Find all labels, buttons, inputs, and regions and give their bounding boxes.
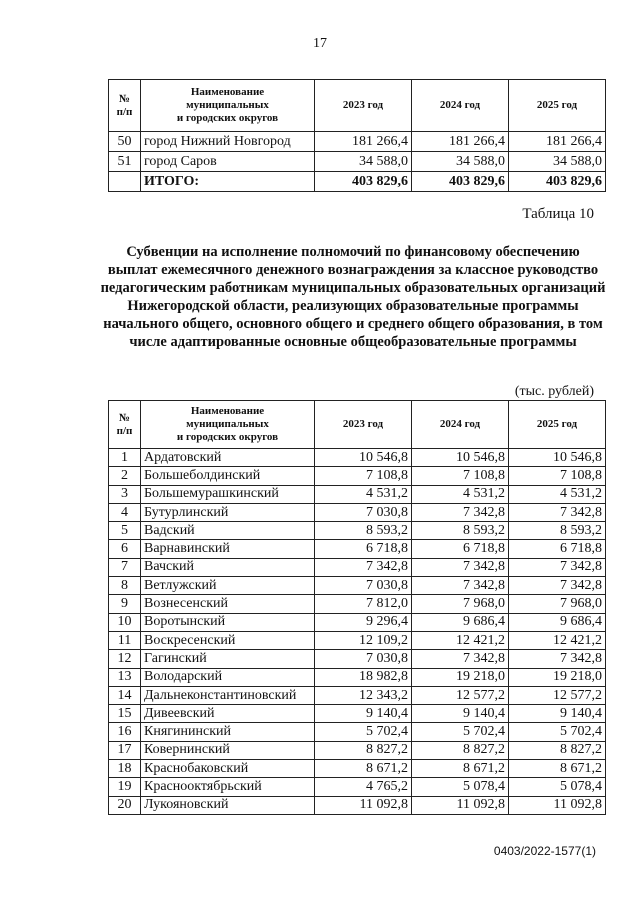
value-2024: 181 266,4 — [412, 132, 509, 152]
header-name: Наименование муниципальных и городских округов — [141, 401, 315, 449]
value-2025: 181 266,4 — [509, 132, 606, 152]
value-2025: 5 078,4 — [509, 778, 606, 796]
municipality-name: Володарский — [141, 668, 315, 686]
value-2023: 8 593,2 — [315, 522, 412, 540]
municipality-name: Дивеевский — [141, 705, 315, 723]
value-2024: 7 342,8 — [412, 577, 509, 595]
total-label: ИТОГО: — [141, 172, 315, 192]
value-2025: 12 577,2 — [509, 686, 606, 704]
row-number: 11 — [109, 631, 141, 649]
value-2023: 4 765,2 — [315, 778, 412, 796]
table-row — [109, 540, 606, 558]
value-2023: 18 982,8 — [315, 668, 412, 686]
value-2023: 6 718,8 — [315, 540, 412, 558]
table-row — [109, 132, 606, 152]
value-2023: 10 546,8 — [315, 449, 412, 467]
row-number: 4 — [109, 503, 141, 521]
page-number: 17 — [313, 36, 327, 51]
total-2023: 403 829,6 — [315, 172, 412, 192]
value-2024: 11 092,8 — [412, 796, 509, 814]
municipality-name: Краснобаковский — [141, 760, 315, 778]
table-row — [109, 686, 606, 704]
table-row — [109, 796, 606, 814]
value-2025: 7 342,8 — [509, 558, 606, 576]
units-label: (тыс. рублей) — [514, 384, 594, 399]
row-number: 18 — [109, 760, 141, 778]
value-2023: 9 140,4 — [315, 705, 412, 723]
row-number: 5 — [109, 522, 141, 540]
municipality-name: Большемурашкинский — [141, 485, 315, 503]
value-2024: 8 827,2 — [412, 741, 509, 759]
value-2023: 7 030,8 — [315, 577, 412, 595]
table-row — [109, 558, 606, 576]
value-2023: 5 702,4 — [315, 723, 412, 741]
municipality-name: Ковернинский — [141, 741, 315, 759]
table-row — [109, 741, 606, 759]
value-2023: 7 030,8 — [315, 503, 412, 521]
municipality-name: Дальнеконстантиновский — [141, 686, 315, 704]
value-2025: 7 342,8 — [509, 577, 606, 595]
row-number: 8 — [109, 577, 141, 595]
top-table — [108, 79, 606, 192]
value-2024: 10 546,8 — [412, 449, 509, 467]
row-number: 7 — [109, 558, 141, 576]
table-row — [109, 723, 606, 741]
value-2024: 7 342,8 — [412, 503, 509, 521]
value-2024: 7 342,8 — [412, 558, 509, 576]
document-code: 0403/2022-1577(1) — [493, 844, 596, 858]
value-2025: 11 092,8 — [509, 796, 606, 814]
value-2025: 7 342,8 — [509, 650, 606, 668]
value-2025: 5 702,4 — [509, 723, 606, 741]
table-row — [109, 467, 606, 485]
value-2024: 5 078,4 — [412, 778, 509, 796]
value-2024: 19 218,0 — [412, 668, 509, 686]
table-row — [109, 613, 606, 631]
municipality-name: Воротынский — [141, 613, 315, 631]
row-number: 50 — [109, 132, 141, 152]
table-label: Таблица 10 — [522, 206, 594, 222]
value-2024: 8 671,2 — [412, 760, 509, 778]
value-2025: 4 531,2 — [509, 485, 606, 503]
value-2024: 9 686,4 — [412, 613, 509, 631]
municipality-name: Вознесенский — [141, 595, 315, 613]
value-2024: 5 702,4 — [412, 723, 509, 741]
municipality-name: Варнавинский — [141, 540, 315, 558]
value-2025: 9 140,4 — [509, 705, 606, 723]
value-2023: 4 531,2 — [315, 485, 412, 503]
value-2024: 9 140,4 — [412, 705, 509, 723]
row-number: 20 — [109, 796, 141, 814]
header-num: № п/п — [109, 80, 141, 132]
value-2024: 4 531,2 — [412, 485, 509, 503]
table-row — [109, 152, 606, 172]
row-number: 13 — [109, 668, 141, 686]
value-2025: 6 718,8 — [509, 540, 606, 558]
value-2025: 9 686,4 — [509, 613, 606, 631]
municipality-name: Ветлужский — [141, 577, 315, 595]
row-number: 14 — [109, 686, 141, 704]
table-row — [109, 449, 606, 467]
value-2023: 181 266,4 — [315, 132, 412, 152]
row-number: 51 — [109, 152, 141, 172]
value-2024: 7 342,8 — [412, 650, 509, 668]
value-2023: 11 092,8 — [315, 796, 412, 814]
row-number: 15 — [109, 705, 141, 723]
value-2023: 7 342,8 — [315, 558, 412, 576]
header-2023: 2023 год — [315, 401, 412, 449]
main-table — [108, 400, 606, 815]
table-row — [109, 577, 606, 595]
municipality-name: Воскресенский — [141, 631, 315, 649]
row-number: 2 — [109, 467, 141, 485]
row-number: 19 — [109, 778, 141, 796]
municipality-name: Княгининский — [141, 723, 315, 741]
header-2023: 2023 год — [315, 80, 412, 132]
table-row — [109, 595, 606, 613]
table-row — [109, 705, 606, 723]
total-num — [109, 172, 141, 192]
table-header-row — [109, 80, 606, 132]
municipality-name: Вадский — [141, 522, 315, 540]
value-2024: 7 108,8 — [412, 467, 509, 485]
header-2024: 2024 год — [412, 401, 509, 449]
table-row — [109, 668, 606, 686]
row-number: 16 — [109, 723, 141, 741]
value-2025: 10 546,8 — [509, 449, 606, 467]
value-2025: 8 593,2 — [509, 522, 606, 540]
header-2025: 2025 год — [509, 80, 606, 132]
value-2025: 7 968,0 — [509, 595, 606, 613]
row-number: 6 — [109, 540, 141, 558]
table-header-row — [109, 401, 606, 449]
value-2023: 7 030,8 — [315, 650, 412, 668]
header-2024: 2024 год — [412, 80, 509, 132]
header-name: Наименование муниципальных и городских округов — [141, 80, 315, 132]
municipality-name: Вачский — [141, 558, 315, 576]
value-2025: 7 108,8 — [509, 467, 606, 485]
value-2025: 19 218,0 — [509, 668, 606, 686]
row-number: 12 — [109, 650, 141, 668]
municipality-name: город Нижний Новгород — [141, 132, 315, 152]
value-2024: 8 593,2 — [412, 522, 509, 540]
value-2024: 7 968,0 — [412, 595, 509, 613]
header-2025: 2025 год — [509, 401, 606, 449]
value-2024: 12 577,2 — [412, 686, 509, 704]
table-row — [109, 778, 606, 796]
value-2024: 34 588,0 — [412, 152, 509, 172]
total-2024: 403 829,6 — [412, 172, 509, 192]
header-num: № п/п — [109, 401, 141, 449]
value-2025: 8 671,2 — [509, 760, 606, 778]
row-number: 3 — [109, 485, 141, 503]
total-2025: 403 829,6 — [509, 172, 606, 192]
value-2023: 12 109,2 — [315, 631, 412, 649]
municipality-name: Большеболдинский — [141, 467, 315, 485]
value-2023: 7 108,8 — [315, 467, 412, 485]
value-2025: 7 342,8 — [509, 503, 606, 521]
value-2024: 6 718,8 — [412, 540, 509, 558]
value-2023: 34 588,0 — [315, 152, 412, 172]
municipality-name: Краснооктябрьский — [141, 778, 315, 796]
table-row — [109, 503, 606, 521]
value-2023: 7 812,0 — [315, 595, 412, 613]
value-2025: 12 421,2 — [509, 631, 606, 649]
row-number: 10 — [109, 613, 141, 631]
value-2025: 8 827,2 — [509, 741, 606, 759]
table-row — [109, 631, 606, 649]
municipality-name: Бутурлинский — [141, 503, 315, 521]
value-2023: 12 343,2 — [315, 686, 412, 704]
municipality-name: Гагинский — [141, 650, 315, 668]
table-row — [109, 485, 606, 503]
row-number: 9 — [109, 595, 141, 613]
table-row — [109, 760, 606, 778]
table-row — [109, 650, 606, 668]
value-2024: 12 421,2 — [412, 631, 509, 649]
value-2023: 9 296,4 — [315, 613, 412, 631]
total-row — [109, 172, 606, 192]
municipality-name: город Саров — [141, 152, 315, 172]
value-2023: 8 827,2 — [315, 741, 412, 759]
municipality-name: Ардатовский — [141, 449, 315, 467]
municipality-name: Лукояновский — [141, 796, 315, 814]
table-row — [109, 522, 606, 540]
row-number: 17 — [109, 741, 141, 759]
value-2025: 34 588,0 — [509, 152, 606, 172]
value-2023: 8 671,2 — [315, 760, 412, 778]
table-title: Субвенции на исполнение полномочий по финансовому обеспечению выплат ежемесячного денежного вознаграждения за классное руководство педагогическим работникам муниципальных образовательных организаций Нижегородской области, реализующих образовательные программы начального общего, основного общего и среднего общего образования, в том числе адаптированные основные общеобразовательные программы — [100, 244, 606, 350]
row-number: 1 — [109, 449, 141, 467]
